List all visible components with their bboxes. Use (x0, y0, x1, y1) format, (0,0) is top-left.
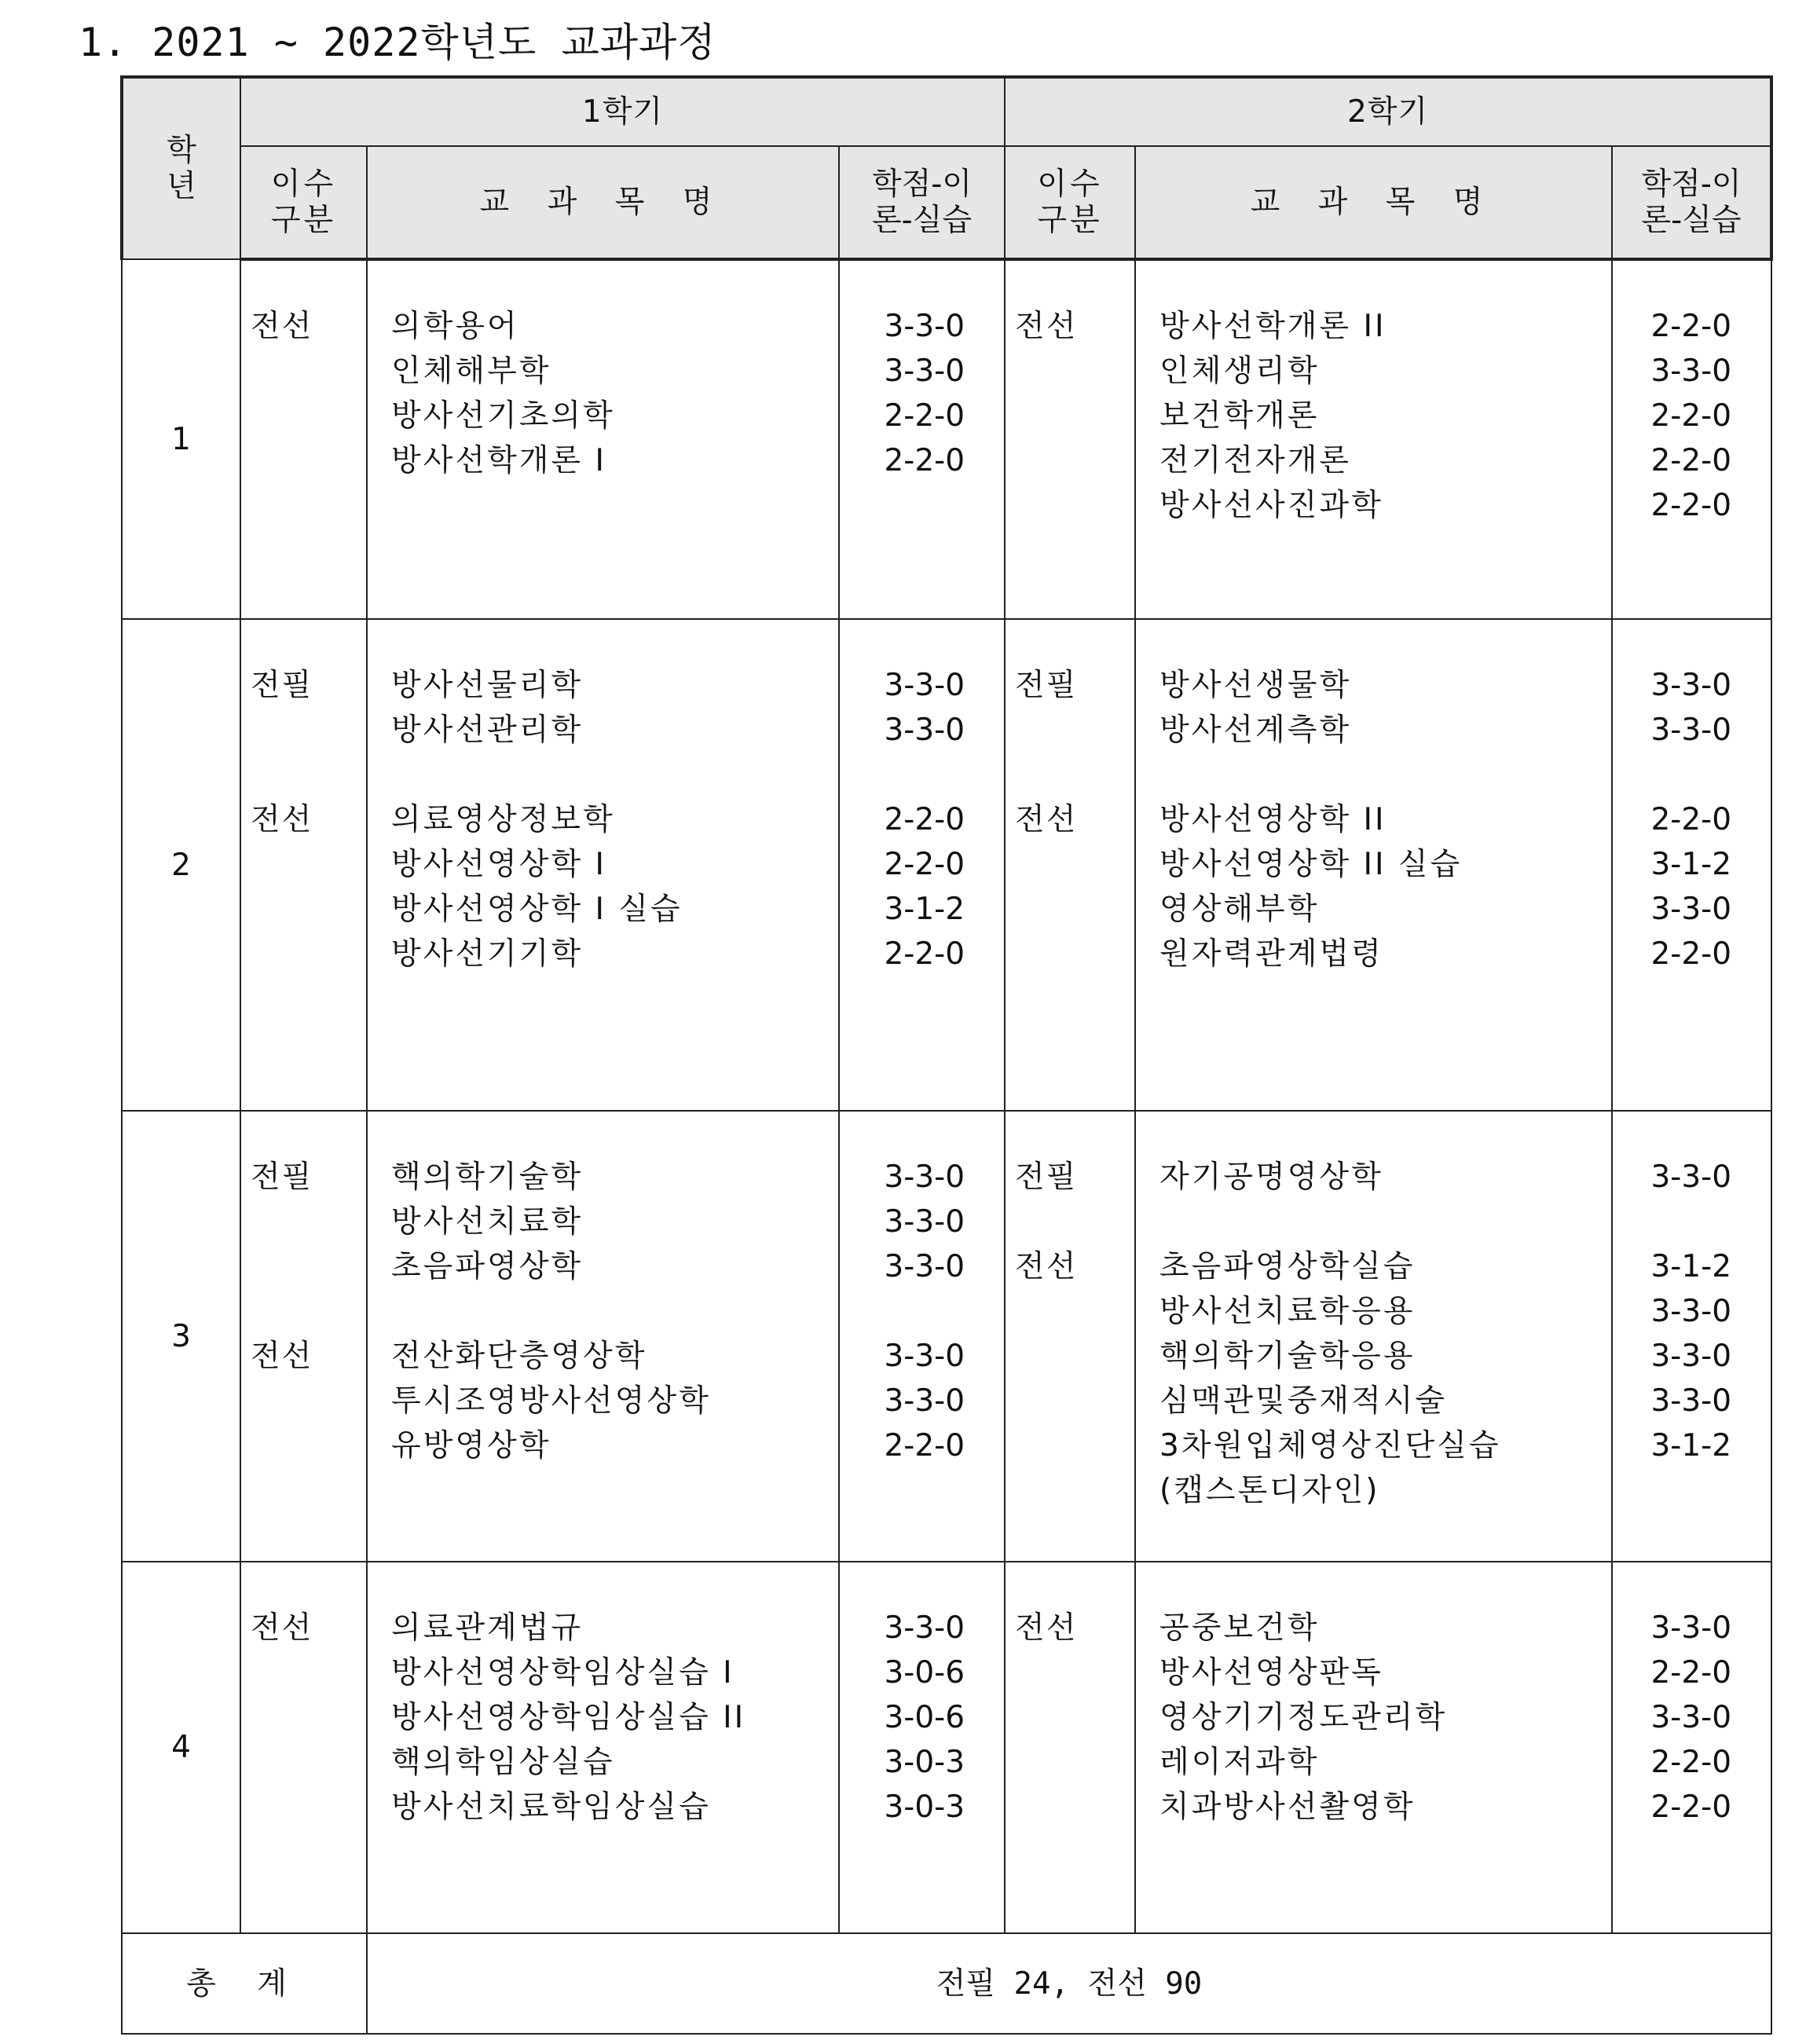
course-credit (1613, 1468, 1731, 1513)
course-type (251, 753, 366, 797)
course-name: 영상해부학 (1159, 892, 1320, 927)
course-credit: 3-3-0 (884, 1204, 965, 1240)
course-name: 방사선치료학임상실습 (391, 1789, 711, 1825)
sem1-course-credit-cell (839, 619, 1005, 1111)
course-credit: 3-3-0 (1650, 892, 1732, 927)
course-credit: 3-3-0 (884, 1610, 965, 1646)
course-type (1015, 1200, 1134, 1244)
course-type: 전선 (1015, 1610, 1078, 1646)
year-cell: 2 (122, 619, 240, 1111)
course-type: 전선 (1015, 802, 1078, 837)
course-credit: 3-0-3 (884, 1745, 965, 1780)
sem2-course-type-cell (1005, 1562, 1135, 1933)
course-credit: 3-3-0 (1650, 1339, 1732, 1374)
sem2-course-name-cell (1135, 619, 1612, 1111)
course-type (1015, 887, 1134, 932)
course-credit: 2-2-0 (1650, 398, 1732, 434)
course-credit: 3-1-2 (1650, 1428, 1732, 1463)
course-name: 공중보건학 (1159, 1610, 1320, 1646)
course-credit: 3-1-2 (884, 892, 965, 927)
course-name (1159, 1200, 1611, 1244)
course-credit: 3-3-0 (884, 353, 965, 389)
course-type: 전선 (1015, 1249, 1078, 1284)
sem1-course-type-cell (240, 619, 367, 1111)
course-credit: 3-0-6 (884, 1700, 965, 1735)
course-credit: 2-2-0 (884, 936, 965, 972)
semester1-header: 1학기 (240, 77, 1005, 146)
course-type (251, 1423, 366, 1468)
course-credit: 3-3-0 (1650, 1159, 1732, 1195)
course-credit: 2-2-0 (1650, 1655, 1732, 1691)
year-row (122, 1562, 1771, 1933)
course-name: 방사선기기학 (391, 936, 584, 972)
sem2-course-name-cell (1135, 1111, 1612, 1562)
course-name: 핵의학기술학응용 (1159, 1339, 1416, 1374)
course-name: 방사선영상학 II (1159, 802, 1387, 837)
year-header-text: 학년 (167, 132, 196, 204)
course-credit: 3-1-2 (1650, 1249, 1732, 1284)
year-row (122, 259, 1771, 619)
course-type (1015, 483, 1134, 528)
sem2-course-name-cell (1135, 259, 1612, 619)
course-type (251, 1244, 366, 1289)
course-type (251, 1695, 366, 1740)
course-name: 방사선영상학 I (391, 847, 606, 882)
type-header: 이수구분 (1005, 146, 1135, 259)
course-credit: 2-2-0 (884, 802, 965, 837)
course-name: 방사선영상학임상실습 II (391, 1700, 746, 1735)
course-credit: 2-2-0 (884, 1428, 965, 1463)
course-name: 자기공명영상학 (1159, 1159, 1383, 1195)
course-name: 방사선치료학응용 (1159, 1294, 1416, 1329)
course-type: 전선 (251, 1610, 313, 1646)
sem1-course-credit-cell (839, 1111, 1005, 1562)
course-name: 레이저과학 (1159, 1745, 1320, 1780)
course-name: 방사선사진과학 (1159, 488, 1383, 523)
course-type: 전필 (1015, 1159, 1078, 1195)
course-credit: 3-3-0 (1650, 1610, 1732, 1646)
course-name: 방사선기초의학 (391, 398, 615, 434)
sem1-course-name-cell (367, 1562, 839, 1933)
course-header: 교 과 목 명 (1135, 146, 1612, 259)
course-name: 초음파영상학 (391, 1249, 584, 1284)
total-value: 전필 24, 전선 90 (367, 1933, 1771, 2034)
course-type (251, 1740, 366, 1785)
course-credit: 3-3-0 (884, 1339, 965, 1374)
course-type: 전선 (251, 802, 313, 837)
credit-header: 학점-이론-실습 (1612, 146, 1771, 259)
course-type (1015, 753, 1134, 797)
course-name: 투시조영방사선영상학 (391, 1383, 711, 1419)
course-type (251, 1650, 366, 1695)
course-credit (1613, 753, 1731, 797)
course-credit: 2-2-0 (1650, 488, 1732, 523)
course-type: 전선 (251, 309, 313, 344)
sem2-course-credit-cell (1612, 1562, 1771, 1933)
course-name: 심맥관및중재적시술 (1159, 1383, 1448, 1419)
course-credit: 3-3-0 (1650, 353, 1732, 389)
course-type: 전선 (1015, 309, 1078, 344)
course-credit: 2-2-0 (1650, 802, 1732, 837)
course-credit: 3-0-6 (884, 1655, 965, 1691)
sem1-course-type-cell (240, 259, 367, 619)
course-type (1015, 1379, 1134, 1423)
course-credit: 3-3-0 (884, 309, 965, 344)
course-name: 방사선영상학 I 실습 (391, 892, 683, 927)
course-credit: 2-2-0 (1650, 443, 1732, 478)
course-credit: 2-2-0 (1650, 1789, 1732, 1825)
course-type (1015, 1650, 1134, 1695)
course-name: 초음파영상학실습 (1159, 1249, 1416, 1284)
curriculum-table (120, 75, 1773, 2035)
course-name: 영상기기정도관리학 (1159, 1700, 1448, 1735)
course-credit: 3-3-0 (884, 1383, 965, 1419)
sem2-course-type-cell (1005, 1111, 1135, 1562)
course-credit: 3-0-3 (884, 1789, 965, 1825)
course-type (1015, 1423, 1134, 1468)
sem1-course-credit-cell (839, 1562, 1005, 1933)
course-credit: 2-2-0 (884, 443, 965, 478)
course-credit: 2-2-0 (884, 847, 965, 882)
course-type (1015, 842, 1134, 887)
course-type (1015, 1334, 1134, 1379)
course-type: 전선 (251, 1339, 313, 1374)
course-name: 방사선관리학 (391, 712, 584, 748)
course-credit (1613, 1200, 1731, 1244)
course-name: 방사선치료학 (391, 1204, 584, 1240)
course-name: 인체해부학 (391, 353, 551, 389)
course-credit: 3-3-0 (884, 712, 965, 748)
course-type (251, 842, 366, 887)
year-cell: 4 (122, 1562, 240, 1933)
sem2-course-credit-cell (1612, 259, 1771, 619)
course-type (1015, 1289, 1134, 1334)
course-header: 교 과 목 명 (367, 146, 839, 259)
sem2-course-type-cell (1005, 259, 1135, 619)
course-name: 치과방사선촬영학 (1159, 1789, 1416, 1825)
course-name: 방사선물리학 (391, 668, 584, 703)
course-credit: 3-3-0 (1650, 1383, 1732, 1419)
course-type (251, 932, 366, 976)
course-name: 전산화단층영상학 (391, 1339, 647, 1374)
course-type (251, 394, 366, 438)
course-name: 방사선학개론 I (391, 443, 606, 478)
year-row (122, 1111, 1771, 1562)
course-name: 방사선학개론 II (1159, 309, 1387, 344)
course-credit: 3-3-0 (1650, 668, 1732, 703)
sem1-course-type-cell (240, 1562, 367, 1933)
total-row (122, 1933, 1771, 2034)
year-cell: 1 (122, 259, 240, 619)
sem2-course-credit-cell (1612, 1111, 1771, 1562)
course-type (251, 708, 366, 753)
course-type (251, 349, 366, 394)
course-credit: 3-3-0 (1650, 1700, 1732, 1735)
course-credit (840, 1289, 965, 1334)
course-name: 3차원입체영상진단실습 (1159, 1428, 1501, 1463)
course-credit: 2-2-0 (884, 398, 965, 434)
course-name: (캡스톤디자인) (1159, 1473, 1380, 1508)
course-name: 핵의학임상실습 (391, 1745, 615, 1780)
course-name: 보건학개론 (1159, 398, 1320, 434)
course-name: 유방영상학 (391, 1428, 551, 1463)
sem1-course-credit-cell (839, 259, 1005, 619)
sem1-course-name-cell (367, 619, 839, 1111)
course-credit: 2-2-0 (1650, 936, 1732, 972)
course-name: 의료영상정보학 (391, 802, 615, 837)
semester2-header: 2학기 (1005, 77, 1771, 146)
total-label: 총 계 (122, 1933, 367, 2034)
sem2-course-credit-cell (1612, 619, 1771, 1111)
course-name: 원자력관계법령 (1159, 936, 1383, 972)
year-row (122, 619, 1771, 1111)
course-type (1015, 1740, 1134, 1785)
course-name: 핵의학기술학 (391, 1159, 584, 1195)
course-type (251, 1200, 366, 1244)
course-name: 방사선영상학임상실습 I (391, 1655, 734, 1691)
sem2-course-name-cell (1135, 1562, 1612, 1933)
course-type: 전필 (251, 668, 313, 703)
course-type (1015, 708, 1134, 753)
credit-header: 학점-이론-실습 (839, 146, 1005, 259)
course-type (1015, 1695, 1134, 1740)
course-credit: 3-3-0 (884, 1159, 965, 1195)
course-name: 방사선생물학 (1159, 668, 1352, 703)
course-name: 의학용어 (391, 309, 519, 344)
course-credit: 3-3-0 (1650, 1294, 1732, 1329)
year-header (122, 77, 240, 259)
course-type (1015, 1785, 1134, 1830)
course-type (1015, 932, 1134, 976)
course-type (251, 1379, 366, 1423)
type-header: 이수구분 (240, 146, 367, 259)
course-type: 전필 (1015, 668, 1078, 703)
course-name: 방사선영상학 II 실습 (1159, 847, 1463, 882)
course-name: 방사선계측학 (1159, 712, 1352, 748)
course-credit: 3-3-0 (884, 668, 965, 703)
year-cell: 3 (122, 1111, 240, 1562)
course-name: 인체생리학 (1159, 353, 1320, 389)
course-name (391, 753, 838, 797)
course-name (1159, 753, 1611, 797)
sem1-course-name-cell (367, 259, 839, 619)
sem1-course-name-cell (367, 1111, 839, 1562)
course-name: 의료관계법규 (391, 1610, 584, 1646)
course-credit (840, 753, 965, 797)
course-type (251, 1785, 366, 1830)
page-title: 1. 2021 ~ 2022학년도 교과과정 (79, 20, 716, 65)
course-name: 방사선영상판독 (1159, 1655, 1383, 1691)
sem1-course-type-cell (240, 1111, 367, 1562)
course-name (391, 1289, 838, 1334)
course-type (1015, 394, 1134, 438)
course-name: 전기전자개론 (1159, 443, 1352, 478)
course-type (1015, 438, 1134, 483)
course-type (1015, 1468, 1134, 1513)
course-credit: 3-3-0 (884, 1249, 965, 1284)
course-credit: 3-1-2 (1650, 847, 1732, 882)
course-type (251, 1289, 366, 1334)
sem2-course-type-cell (1005, 619, 1135, 1111)
course-type (251, 887, 366, 932)
course-type (1015, 349, 1134, 394)
course-type (251, 438, 366, 483)
course-credit: 2-2-0 (1650, 1745, 1732, 1780)
course-credit: 3-3-0 (1650, 712, 1732, 748)
course-type: 전필 (251, 1159, 313, 1195)
course-credit: 2-2-0 (1650, 309, 1732, 344)
